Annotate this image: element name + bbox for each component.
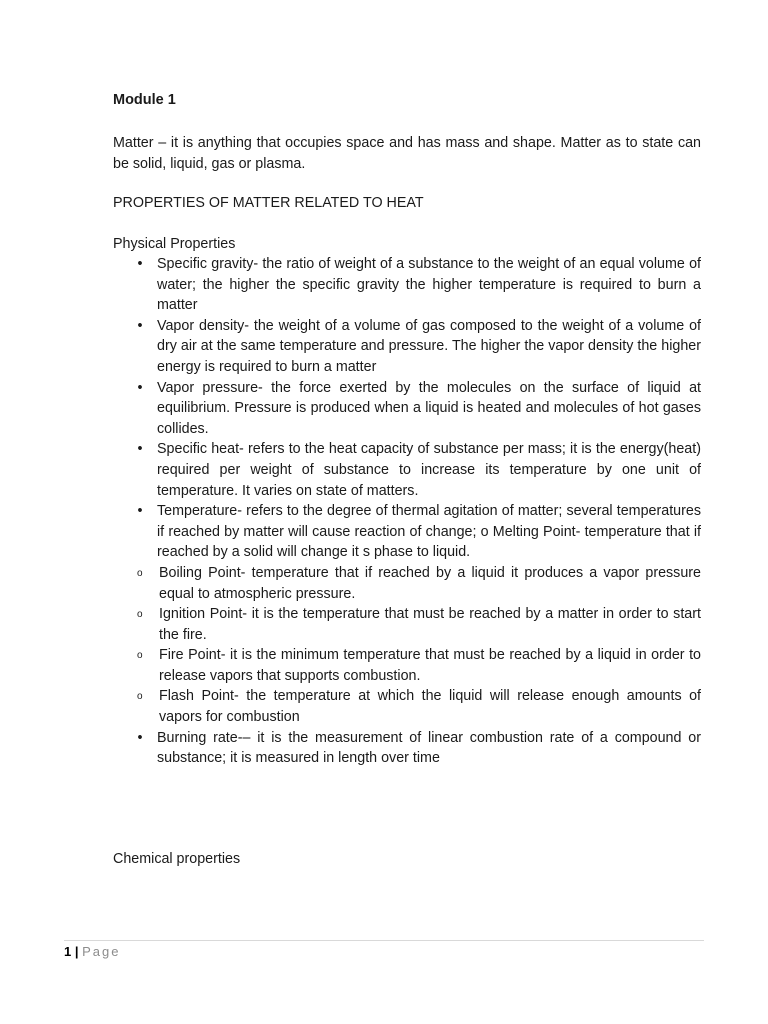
- list-item-vapor-pressure: [113, 378, 701, 440]
- matter-definition: Matter – it is anything that occupies space and has mass and shape. Matter as to state can be solid, liquid, gas or plasma.: [113, 135, 701, 172]
- bullet-icon: •: [137, 441, 143, 458]
- list-item-burning-rate: [113, 728, 701, 769]
- sublist-item-boiling-point: [113, 563, 701, 604]
- circle-bullet-icon: o: [137, 691, 143, 703]
- list-item-text: Vapor density- the weight of a volume of gas composed to the weight of a volume of dry air at the same temperature and pressure. The higher the vapor density the higher energy is required to burn a matter: [157, 317, 701, 375]
- physical-properties-list: [113, 254, 701, 769]
- physical-properties-title: Physical Properties: [113, 236, 236, 252]
- list-item-text: Vapor pressure- the force exerted by the molecules on the surface of liquid at equilibrium. Pressure is produced when a liquid is heated and molecules of hot gases collides.: [157, 379, 701, 437]
- sublist-item-text: Ignition Point- it is the temperature that must be reached by a matter in order to start the fire.: [159, 606, 701, 643]
- sublist-item-fire-point: [113, 645, 701, 686]
- bullet-icon: •: [137, 503, 143, 520]
- list-item-text: Specific heat- refers to the heat capacity of substance per mass; it is the energy(heat) required per weight of substance to increase its temperature by one unit of temperature. It varies on state of matters.: [157, 441, 701, 499]
- bullet-icon: •: [137, 729, 143, 746]
- circle-bullet-icon: o: [137, 609, 143, 621]
- sublist-item-ignition-point: [113, 604, 701, 645]
- sublist-item-text: Boiling Point- temperature that if reached by a liquid it produces a vapor pressure equal to atmospheric pressure.: [159, 564, 701, 602]
- list-item-text: Specific gravity- the ratio of weight of a substance to the weight of an equal volume of water; the higher the specific gravity the higher temperature is required to burn a matter: [157, 256, 701, 314]
- section-title: PROPERTIES OF MATTER RELATED TO HEAT: [113, 195, 424, 211]
- page-label: Page: [82, 944, 121, 959]
- bullet-icon: •: [137, 379, 143, 396]
- module-heading: Module 1: [113, 92, 176, 108]
- list-item-vapor-density: [113, 316, 701, 378]
- page-number: 1: [64, 944, 72, 959]
- melting-point-text: o Melting Point- temperature that if reached by a solid will change it s phase to liquid.: [157, 523, 701, 561]
- list-item-text: Burning rate-– it is the measurement of linear combustion rate of a compound or substance; it is measured in length over time: [157, 729, 701, 767]
- list-item-specific-gravity: [113, 254, 701, 316]
- circle-bullet-icon: o: [137, 650, 143, 662]
- page-footer: [64, 943, 121, 961]
- bullet-icon: •: [137, 256, 143, 272]
- list-item-specific-heat: [113, 439, 701, 501]
- footer-separator: |: [74, 944, 79, 959]
- sublist-item-text: Flash Point- the temperature at which the liquid will release enough amounts of vapors for combustion: [159, 688, 701, 726]
- sublist-item-text: Fire Point- it is the minimum temperature that must be reached by a liquid in order to release vapors that supports combustion.: [159, 647, 701, 684]
- temperature-sublist: [113, 563, 701, 728]
- bullet-icon: •: [137, 317, 143, 334]
- chemical-properties-title: Chemical properties: [113, 851, 241, 867]
- circle-bullet-icon: o: [137, 567, 143, 579]
- list-item-text: Temperature- refers to the degree of thermal agitation of matter; several temperatures if reached by matter will cause reaction of change;: [157, 503, 701, 540]
- footer-divider: [64, 940, 704, 941]
- list-item-temperature: [113, 501, 701, 728]
- sublist-item-flash-point: [113, 686, 701, 727]
